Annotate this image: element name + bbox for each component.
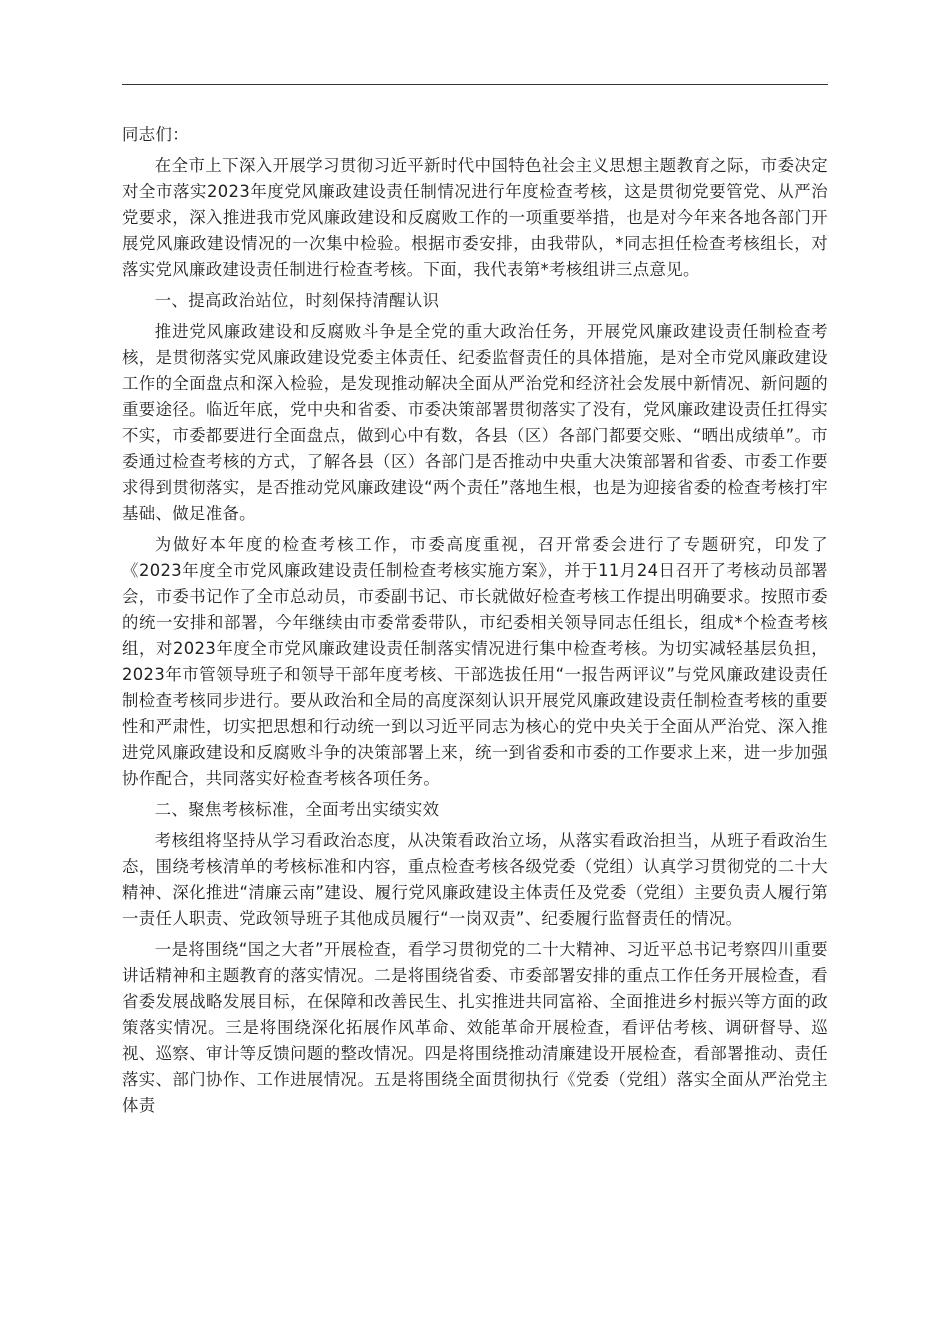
section-heading-2: 二、聚焦考核标准，全面考出实绩实效 (154, 800, 440, 819)
header-rule (122, 84, 828, 85)
paragraph-section2-a: 考核组将坚持从学习看政治态度，从决策看政治立场，从落实看政治担当，从班子看政治生态，围绕考核清单的考核标准和内容，重点检查考核各级党委（党组）认真学习贯彻党的二十大精神、深化推进“清廉云南”建设、履行党风廉政建设主体责任及党委（党组）主要负责人履行第一责任人职责、党政领导班子其他成员履行“一岗双责”、纪委履行监督责任的情况。 (122, 831, 828, 928)
paragraph-section1-b: 为做好本年度的检查考核工作，市委高度重视，召开常委会进行了专题研究，印发了《2023年度全市党风廉政建设责任制检查考核实施方案》，并于11月24日召开了考核动员部署会，市委书记作了全市总动员，市委副书记、市长就做好检查考核工作提出明确要求。按照市委的统一安排和部署，今年继续由市委常委带队，市纪委相关领导同志任组长，组成*个检查考核组，对2023年度全市党风廉政建设责任制落实情况进行集中检查考核。为切实减轻基层负担，2023年市管领导班子和领导干部年度考核、干部选拔任用“一报告两评议”与党风廉政建设责任制检查考核同步进行。要从政治和全局的高度深刻认识开展党风廉政建设责任制检查考核的重要性和严肃性，切实把思想和行动统一到以习近平同志为核心的党中央关于全面从严治党、深入推进党风廉政建设和反腐败斗争的决策部署上来，统一到省委和市委的工作要求上来，进一步加强协作配合，共同落实好检查考核各项任务。 (122, 535, 828, 788)
paragraph-section1-a: 推进党风廉政建设和反腐败斗争是全党的重大政治任务，开展党风廉政建设责任制检查考核，是贯彻落实党风廉政建设党委主体责任、纪委监督责任的具体措施，是对全市党风廉政建设工作的全面盘点和深入检验，是发现推动解决全面从严治党和经济社会发展中新情况、新问题的重要途径。临近年底，党中央和省委、市委决策部署贯彻落实了没有，党风廉政建设责任扛得实不实，市委都要进行全面盘点，做到心中有数，各县（区）各部门都要交账、“晒出成绩单”。市委通过检查考核的方式，了解各县（区）各部门是否推动中央重大决策部署和省委、市委工作要求得到贯彻落实，是否推动党风廉政建设“两个责任”落地生根，也是为迎接省委的检查考核打牢基础、做足准备。 (122, 322, 828, 523)
section-heading-1: 一、提高政治站位，时刻保持清醒认识 (154, 291, 440, 310)
document-body (122, 122, 828, 1124)
paragraph-intro: 在全市上下深入开展学习贯彻习近平新时代中国特色社会主义思想主题教育之际，市委决定对全市落实2023年度党风廉政建设责任制情况进行年度检查考核，这是贯彻党要管党、从严治党要求，深入推进我市党风廉政建设和反腐败工作的一项重要举措，也是对今年来各地各部门开展党风廉政建设情况的一次集中检验。根据市委安排，由我带队，*同志担任检查考核组长，对落实党风廉政建设责任制进行检查考核。下面，我代表第*考核组讲三点意见。 (122, 156, 828, 279)
salutation: 同志们： (122, 125, 189, 144)
paragraph-section2-b: 一是将围绕“国之大者”开展检查，看学习贯彻党的二十大精神、习近平总书记考察四川重要讲话精神和主题教育的落实情况。二是将围绕省委、市委部署安排的重点工作任务开展检查，看省委发展战略发展目标，在保障和改善民生、扎实推进共同富裕、全面推进乡村振兴等方面的政策落实情况。三是将围绕深化拓展作风革命、效能革命开展检查，看评估考核、调研督导、巡视、巡察、审计等反馈问题的整改情况。四是将围绕推动清廉建设开展检查，看部署推动、责任落实、部门协作、工作进展情况。五是将围绕全面贯彻执行《党委（党组）落实全面从严治党主体责 (122, 940, 828, 1115)
